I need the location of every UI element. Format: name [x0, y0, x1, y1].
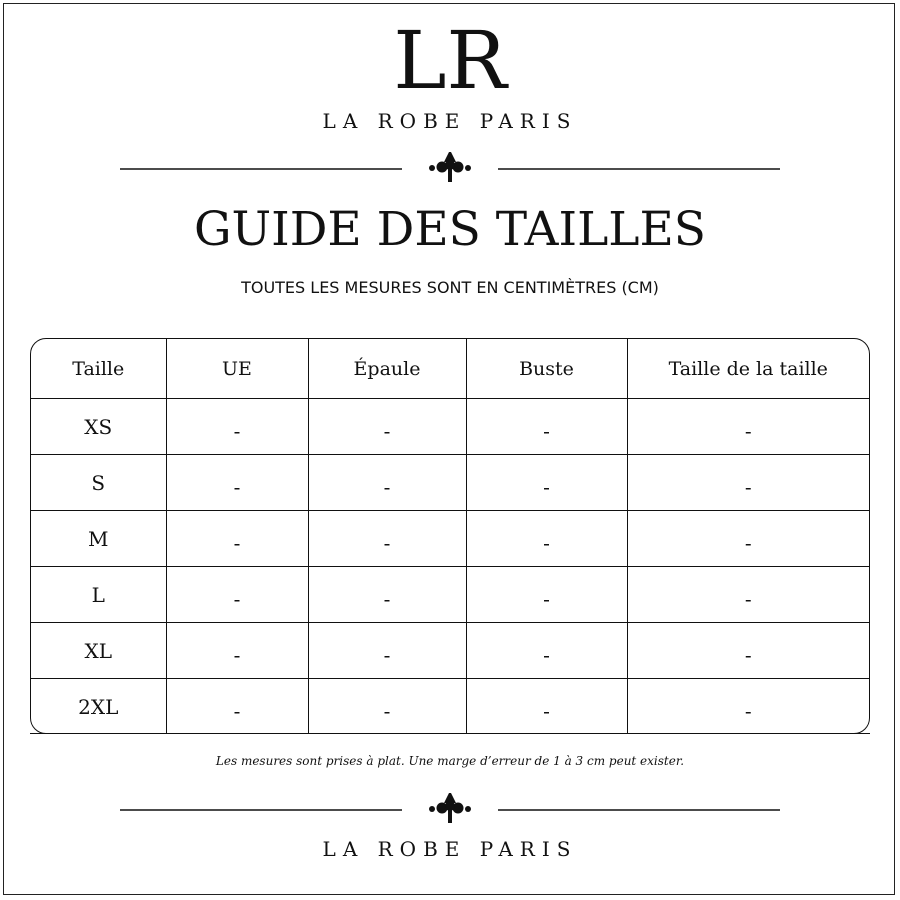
eu-cell: - — [166, 455, 308, 511]
waist-cell: - — [627, 399, 869, 455]
shoulder-cell: - — [308, 567, 466, 623]
brand-name: LA ROBE PARIS — [322, 109, 578, 133]
table-underline — [30, 733, 870, 734]
eu-cell: - — [166, 399, 308, 455]
ornament-divider — [120, 793, 780, 823]
header-bust: Buste — [466, 339, 627, 399]
waist-cell: - — [627, 455, 869, 511]
bust-cell: - — [466, 623, 627, 679]
shoulder-cell: - — [308, 511, 466, 567]
size-cell: 2XL — [31, 679, 166, 735]
table-row — [31, 511, 869, 567]
table-row — [31, 455, 869, 511]
shoulder-cell: - — [308, 679, 466, 735]
table-row — [31, 399, 869, 455]
size-cell: XL — [31, 623, 166, 679]
page-title: GUIDE DES TAILLES — [194, 202, 706, 257]
bust-cell: - — [466, 455, 627, 511]
eu-cell: - — [166, 567, 308, 623]
shoulder-cell: - — [308, 455, 466, 511]
header-size: Taille — [31, 339, 166, 399]
measurement-note: Les mesures sont prises à plat. Une marge d’erreur de 1 à 3 cm peut exister. — [215, 754, 685, 768]
bust-cell: - — [466, 511, 627, 567]
header-eu: UE — [166, 339, 308, 399]
size-table — [30, 338, 870, 734]
waist-cell: - — [627, 623, 869, 679]
waist-cell: - — [627, 679, 869, 735]
table-row — [31, 679, 869, 735]
fleur-de-lis-icon — [429, 152, 471, 182]
bust-cell: - — [466, 399, 627, 455]
header-shoulder: Épaule — [308, 339, 466, 399]
eu-cell: - — [166, 679, 308, 735]
table-header-row — [31, 339, 869, 399]
fleur-de-lis-icon — [429, 793, 471, 823]
size-cell: L — [31, 567, 166, 623]
table-row — [31, 623, 869, 679]
size-cell: XS — [31, 399, 166, 455]
shoulder-cell: - — [308, 399, 466, 455]
shoulder-cell: - — [308, 623, 466, 679]
size-cell: S — [31, 455, 166, 511]
brand-monogram: LR — [393, 14, 507, 107]
table-row — [31, 567, 869, 623]
bust-cell: - — [466, 567, 627, 623]
waist-cell: - — [627, 567, 869, 623]
bust-cell: - — [466, 679, 627, 735]
header-waist: Taille de la taille — [627, 339, 869, 399]
eu-cell: - — [166, 511, 308, 567]
size-cell: M — [31, 511, 166, 567]
waist-cell: - — [627, 511, 869, 567]
brand-name-footer: LA ROBE PARIS — [322, 837, 578, 861]
units-subtitle: TOUTES LES MESURES SONT EN CENTIMÈTRES (CM) — [241, 278, 659, 297]
eu-cell: - — [166, 623, 308, 679]
ornament-divider — [120, 152, 780, 182]
